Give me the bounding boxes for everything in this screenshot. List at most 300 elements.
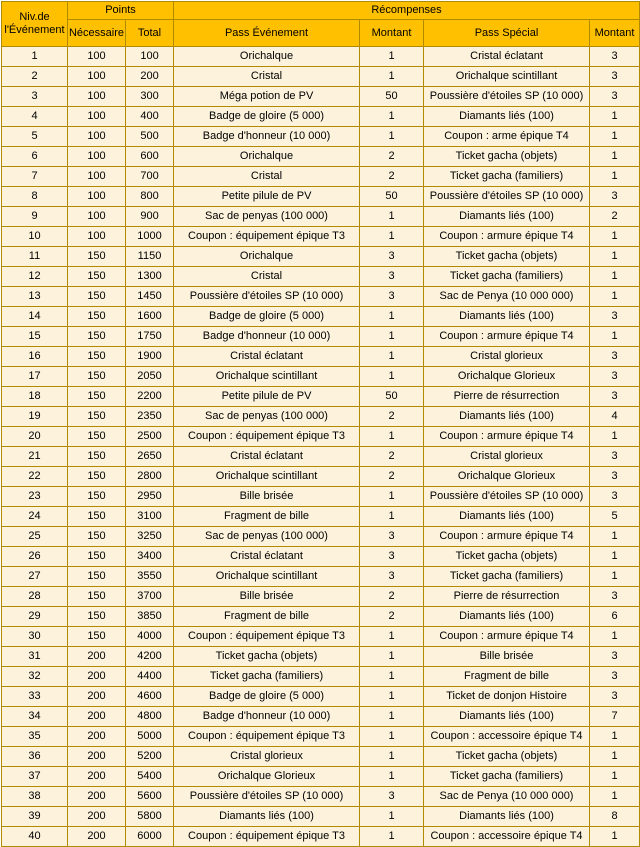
cell-points-necessaire: 150 <box>68 387 126 407</box>
cell-montant-evenement: 1 <box>360 307 424 327</box>
cell-montant-evenement: 1 <box>360 807 424 827</box>
table-row <box>2 387 640 407</box>
cell-points-necessaire: 150 <box>68 307 126 327</box>
cell-pass-evenement: Cristal éclatant <box>174 547 360 567</box>
table-row <box>2 607 640 627</box>
cell-montant-evenement: 50 <box>360 387 424 407</box>
cell-event-level: 8 <box>2 187 68 207</box>
cell-pass-evenement: Poussière d'étoiles SP (10 000) <box>174 787 360 807</box>
cell-pass-special: Orichalque scintillant <box>424 67 590 87</box>
cell-montant-evenement: 1 <box>360 47 424 67</box>
cell-points-total: 4800 <box>126 707 174 727</box>
cell-event-level: 2 <box>2 67 68 87</box>
cell-points-necessaire: 100 <box>68 107 126 127</box>
table-row <box>2 327 640 347</box>
cell-points-total: 100 <box>126 47 174 67</box>
cell-montant-special: 1 <box>590 787 640 807</box>
table-row <box>2 567 640 587</box>
cell-points-total: 6000 <box>126 827 174 847</box>
cell-pass-evenement: Badge de gloire (5 000) <box>174 107 360 127</box>
cell-points-total: 2950 <box>126 487 174 507</box>
cell-event-level: 19 <box>2 407 68 427</box>
header-rewards-group: Récompenses <box>174 2 640 20</box>
table-row <box>2 247 640 267</box>
cell-montant-special: 3 <box>590 667 640 687</box>
cell-event-level: 4 <box>2 107 68 127</box>
table-row <box>2 587 640 607</box>
cell-montant-evenement: 1 <box>360 327 424 347</box>
table-row <box>2 207 640 227</box>
cell-points-total: 1900 <box>126 347 174 367</box>
cell-event-level: 15 <box>2 327 68 347</box>
cell-pass-evenement: Petite pilule de PV <box>174 387 360 407</box>
cell-montant-special: 3 <box>590 187 640 207</box>
header-points-group: Points <box>68 2 174 20</box>
cell-montant-special: 3 <box>590 687 640 707</box>
cell-points-necessaire: 200 <box>68 687 126 707</box>
table-row <box>2 727 640 747</box>
cell-pass-evenement: Sac de penyas (100 000) <box>174 527 360 547</box>
cell-points-necessaire: 100 <box>68 207 126 227</box>
cell-points-necessaire: 150 <box>68 347 126 367</box>
cell-pass-evenement: Méga potion de PV <box>174 87 360 107</box>
cell-pass-evenement: Coupon : équipement épique T3 <box>174 727 360 747</box>
table-row <box>2 187 640 207</box>
cell-points-necessaire: 200 <box>68 767 126 787</box>
table-row <box>2 467 640 487</box>
cell-points-necessaire: 150 <box>68 627 126 647</box>
table-row <box>2 87 640 107</box>
cell-pass-special: Diamants liés (100) <box>424 207 590 227</box>
cell-event-level: 23 <box>2 487 68 507</box>
table-row <box>2 307 640 327</box>
cell-event-level: 27 <box>2 567 68 587</box>
cell-montant-special: 1 <box>590 827 640 847</box>
cell-event-level: 18 <box>2 387 68 407</box>
cell-montant-special: 1 <box>590 547 640 567</box>
cell-montant-special: 4 <box>590 407 640 427</box>
cell-montant-evenement: 2 <box>360 447 424 467</box>
table-row <box>2 527 640 547</box>
cell-event-level: 29 <box>2 607 68 627</box>
cell-pass-evenement: Badge de gloire (5 000) <box>174 687 360 707</box>
table-row <box>2 287 640 307</box>
cell-montant-evenement: 3 <box>360 787 424 807</box>
cell-montant-special: 1 <box>590 627 640 647</box>
cell-pass-special: Ticket gacha (familiers) <box>424 267 590 287</box>
cell-pass-special: Coupon : accessoire épique T4 <box>424 827 590 847</box>
cell-event-level: 10 <box>2 227 68 247</box>
cell-points-necessaire: 100 <box>68 227 126 247</box>
header-event-level-line2: l'Événement <box>4 24 65 36</box>
cell-event-level: 28 <box>2 587 68 607</box>
cell-points-necessaire: 150 <box>68 247 126 267</box>
cell-pass-special: Pierre de résurrection <box>424 587 590 607</box>
cell-pass-special: Poussière d'étoiles SP (10 000) <box>424 487 590 507</box>
cell-pass-evenement: Coupon : équipement épique T3 <box>174 827 360 847</box>
cell-montant-evenement: 1 <box>360 647 424 667</box>
cell-event-level: 35 <box>2 727 68 747</box>
cell-montant-evenement: 3 <box>360 547 424 567</box>
cell-montant-evenement: 1 <box>360 487 424 507</box>
table-row <box>2 627 640 647</box>
cell-pass-evenement: Orichalque <box>174 247 360 267</box>
cell-montant-special: 1 <box>590 227 640 247</box>
cell-montant-evenement: 3 <box>360 567 424 587</box>
cell-pass-evenement: Cristal <box>174 167 360 187</box>
cell-points-total: 5800 <box>126 807 174 827</box>
cell-points-necessaire: 150 <box>68 427 126 447</box>
cell-event-level: 7 <box>2 167 68 187</box>
cell-event-level: 26 <box>2 547 68 567</box>
cell-event-level: 16 <box>2 347 68 367</box>
cell-event-level: 3 <box>2 87 68 107</box>
cell-montant-evenement: 1 <box>360 67 424 87</box>
cell-points-necessaire: 100 <box>68 147 126 167</box>
cell-montant-special: 3 <box>590 307 640 327</box>
table-body <box>2 47 640 847</box>
cell-points-total: 400 <box>126 107 174 127</box>
cell-pass-evenement: Coupon : équipement épique T3 <box>174 227 360 247</box>
table-row <box>2 447 640 467</box>
cell-points-total: 3400 <box>126 547 174 567</box>
cell-pass-evenement: Orichalque <box>174 47 360 67</box>
cell-pass-evenement: Badge d'honneur (10 000) <box>174 707 360 727</box>
cell-pass-special: Diamants liés (100) <box>424 507 590 527</box>
cell-pass-special: Diamants liés (100) <box>424 107 590 127</box>
cell-points-necessaire: 150 <box>68 587 126 607</box>
cell-pass-special: Ticket de donjon Histoire <box>424 687 590 707</box>
cell-points-necessaire: 150 <box>68 467 126 487</box>
cell-montant-special: 1 <box>590 727 640 747</box>
cell-event-level: 40 <box>2 827 68 847</box>
cell-points-necessaire: 150 <box>68 367 126 387</box>
cell-pass-special: Ticket gacha (familiers) <box>424 167 590 187</box>
cell-points-total: 4400 <box>126 667 174 687</box>
table-row <box>2 47 640 67</box>
cell-montant-special: 3 <box>590 367 640 387</box>
cell-event-level: 36 <box>2 747 68 767</box>
cell-montant-evenement: 2 <box>360 467 424 487</box>
cell-points-necessaire: 150 <box>68 607 126 627</box>
cell-points-necessaire: 150 <box>68 547 126 567</box>
cell-montant-evenement: 1 <box>360 367 424 387</box>
cell-montant-special: 1 <box>590 127 640 147</box>
cell-points-necessaire: 150 <box>68 407 126 427</box>
cell-points-necessaire: 200 <box>68 807 126 827</box>
cell-points-total: 3250 <box>126 527 174 547</box>
cell-points-total: 2350 <box>126 407 174 427</box>
cell-pass-special: Pierre de résurrection <box>424 387 590 407</box>
cell-pass-evenement: Cristal <box>174 67 360 87</box>
cell-pass-special: Cristal glorieux <box>424 447 590 467</box>
cell-pass-evenement: Bille brisée <box>174 487 360 507</box>
table-row <box>2 67 640 87</box>
cell-points-total: 3850 <box>126 607 174 627</box>
cell-montant-special: 1 <box>590 747 640 767</box>
cell-montant-evenement: 1 <box>360 627 424 647</box>
header-pass-special: Pass Spécial <box>424 20 590 47</box>
cell-event-level: 5 <box>2 127 68 147</box>
cell-event-level: 32 <box>2 667 68 687</box>
cell-montant-evenement: 1 <box>360 667 424 687</box>
cell-points-total: 2200 <box>126 387 174 407</box>
cell-montant-evenement: 1 <box>360 687 424 707</box>
cell-points-total: 2050 <box>126 367 174 387</box>
cell-points-total: 2800 <box>126 467 174 487</box>
cell-montant-special: 3 <box>590 487 640 507</box>
cell-pass-evenement: Coupon : équipement épique T3 <box>174 427 360 447</box>
cell-points-total: 5200 <box>126 747 174 767</box>
cell-event-level: 17 <box>2 367 68 387</box>
cell-pass-special: Ticket gacha (objets) <box>424 747 590 767</box>
cell-points-necessaire: 150 <box>68 267 126 287</box>
cell-points-necessaire: 100 <box>68 187 126 207</box>
cell-points-necessaire: 150 <box>68 447 126 467</box>
cell-points-total: 3700 <box>126 587 174 607</box>
cell-pass-special: Coupon : armure épique T4 <box>424 527 590 547</box>
cell-pass-evenement: Cristal éclatant <box>174 347 360 367</box>
cell-pass-special: Coupon : accessoire épique T4 <box>424 727 590 747</box>
cell-points-total: 2500 <box>126 427 174 447</box>
cell-event-level: 9 <box>2 207 68 227</box>
header-total: Total <box>126 20 174 47</box>
cell-pass-evenement: Sac de penyas (100 000) <box>174 207 360 227</box>
cell-event-level: 38 <box>2 787 68 807</box>
cell-pass-evenement: Ticket gacha (familiers) <box>174 667 360 687</box>
table-row <box>2 767 640 787</box>
cell-event-level: 21 <box>2 447 68 467</box>
cell-montant-special: 1 <box>590 267 640 287</box>
cell-montant-special: 5 <box>590 507 640 527</box>
event-rewards-table <box>1 1 640 847</box>
cell-montant-evenement: 3 <box>360 527 424 547</box>
cell-pass-evenement: Orichalque <box>174 147 360 167</box>
cell-points-total: 4200 <box>126 647 174 667</box>
cell-montant-evenement: 1 <box>360 827 424 847</box>
cell-event-level: 13 <box>2 287 68 307</box>
cell-montant-special: 3 <box>590 447 640 467</box>
cell-points-total: 700 <box>126 167 174 187</box>
cell-points-total: 5400 <box>126 767 174 787</box>
cell-pass-evenement: Orichalque scintillant <box>174 567 360 587</box>
cell-points-total: 1600 <box>126 307 174 327</box>
header-sub-row <box>2 20 640 47</box>
cell-event-level: 39 <box>2 807 68 827</box>
cell-pass-special: Coupon : armure épique T4 <box>424 627 590 647</box>
cell-pass-special: Ticket gacha (objets) <box>424 547 590 567</box>
header-pass-evenement: Pass Événement <box>174 20 360 47</box>
cell-points-total: 1750 <box>126 327 174 347</box>
cell-points-total: 3550 <box>126 567 174 587</box>
cell-pass-special: Orichalque Glorieux <box>424 467 590 487</box>
table-row <box>2 167 640 187</box>
header-montant-evenement: Montant <box>360 20 424 47</box>
cell-montant-special: 1 <box>590 167 640 187</box>
cell-points-necessaire: 150 <box>68 507 126 527</box>
table-row <box>2 807 640 827</box>
cell-pass-evenement: Diamants liés (100) <box>174 807 360 827</box>
table-row <box>2 267 640 287</box>
cell-points-necessaire: 150 <box>68 527 126 547</box>
cell-pass-special: Poussière d'étoiles SP (10 000) <box>424 187 590 207</box>
cell-montant-special: 7 <box>590 707 640 727</box>
cell-pass-special: Coupon : armure épique T4 <box>424 327 590 347</box>
cell-event-level: 20 <box>2 427 68 447</box>
cell-pass-evenement: Fragment de bille <box>174 507 360 527</box>
table-row <box>2 227 640 247</box>
cell-event-level: 12 <box>2 267 68 287</box>
header-group-row <box>2 2 640 20</box>
cell-montant-evenement: 1 <box>360 427 424 447</box>
cell-montant-special: 8 <box>590 807 640 827</box>
table-row <box>2 747 640 767</box>
cell-montant-evenement: 1 <box>360 347 424 367</box>
table-row <box>2 407 640 427</box>
cell-pass-special: Coupon : arme épique T4 <box>424 127 590 147</box>
cell-pass-evenement: Coupon : équipement épique T3 <box>174 627 360 647</box>
cell-pass-special: Cristal glorieux <box>424 347 590 367</box>
cell-pass-special: Diamants liés (100) <box>424 607 590 627</box>
cell-points-necessaire: 200 <box>68 787 126 807</box>
cell-montant-evenement: 2 <box>360 147 424 167</box>
cell-points-total: 4000 <box>126 627 174 647</box>
cell-pass-evenement: Ticket gacha (objets) <box>174 647 360 667</box>
cell-montant-special: 1 <box>590 767 640 787</box>
cell-event-level: 14 <box>2 307 68 327</box>
cell-points-necessaire: 200 <box>68 667 126 687</box>
cell-points-necessaire: 100 <box>68 87 126 107</box>
cell-points-total: 5600 <box>126 787 174 807</box>
cell-montant-evenement: 1 <box>360 727 424 747</box>
cell-pass-evenement: Poussière d'étoiles SP (10 000) <box>174 287 360 307</box>
cell-points-total: 800 <box>126 187 174 207</box>
cell-points-necessaire: 150 <box>68 487 126 507</box>
cell-pass-evenement: Orichalque scintillant <box>174 467 360 487</box>
cell-pass-special: Diamants liés (100) <box>424 707 590 727</box>
cell-pass-special: Orichalque Glorieux <box>424 367 590 387</box>
cell-event-level: 25 <box>2 527 68 547</box>
cell-pass-special: Ticket gacha (objets) <box>424 147 590 167</box>
header-montant-special: Montant <box>590 20 640 47</box>
cell-pass-special: Fragment de bille <box>424 667 590 687</box>
cell-points-necessaire: 100 <box>68 47 126 67</box>
table-row <box>2 107 640 127</box>
cell-montant-special: 1 <box>590 147 640 167</box>
cell-points-necessaire: 200 <box>68 707 126 727</box>
cell-montant-evenement: 50 <box>360 87 424 107</box>
table-header <box>2 2 640 47</box>
table-row <box>2 427 640 447</box>
cell-pass-evenement: Petite pilule de PV <box>174 187 360 207</box>
cell-event-level: 22 <box>2 467 68 487</box>
cell-pass-special: Ticket gacha (objets) <box>424 247 590 267</box>
cell-pass-evenement: Orichalque scintillant <box>174 367 360 387</box>
cell-montant-special: 1 <box>590 287 640 307</box>
cell-pass-special: Bille brisée <box>424 647 590 667</box>
cell-points-necessaire: 100 <box>68 67 126 87</box>
cell-points-total: 4600 <box>126 687 174 707</box>
cell-montant-special: 3 <box>590 87 640 107</box>
cell-montant-evenement: 1 <box>360 107 424 127</box>
cell-pass-special: Sac de Penya (10 000 000) <box>424 287 590 307</box>
cell-montant-special: 1 <box>590 527 640 547</box>
cell-montant-evenement: 1 <box>360 707 424 727</box>
cell-pass-special: Cristal éclatant <box>424 47 590 67</box>
cell-event-level: 34 <box>2 707 68 727</box>
cell-points-total: 500 <box>126 127 174 147</box>
cell-points-total: 2650 <box>126 447 174 467</box>
cell-points-necessaire: 200 <box>68 827 126 847</box>
cell-points-total: 1300 <box>126 267 174 287</box>
cell-event-level: 1 <box>2 47 68 67</box>
cell-event-level: 30 <box>2 627 68 647</box>
cell-points-total: 900 <box>126 207 174 227</box>
header-necessaire: Nécessaire <box>68 20 126 47</box>
cell-montant-special: 6 <box>590 607 640 627</box>
cell-montant-evenement: 1 <box>360 127 424 147</box>
cell-points-total: 300 <box>126 87 174 107</box>
cell-pass-special: Diamants liés (100) <box>424 807 590 827</box>
cell-event-level: 37 <box>2 767 68 787</box>
cell-montant-evenement: 2 <box>360 407 424 427</box>
cell-montant-evenement: 3 <box>360 267 424 287</box>
cell-pass-special: Sac de Penya (10 000 000) <box>424 787 590 807</box>
table-row <box>2 687 640 707</box>
cell-pass-evenement: Badge d'honneur (10 000) <box>174 127 360 147</box>
table-row <box>2 347 640 367</box>
cell-montant-evenement: 1 <box>360 767 424 787</box>
cell-pass-special: Ticket gacha (familiers) <box>424 567 590 587</box>
table-row <box>2 827 640 847</box>
cell-montant-special: 1 <box>590 567 640 587</box>
cell-points-total: 5000 <box>126 727 174 747</box>
table-row <box>2 487 640 507</box>
cell-pass-special: Coupon : armure épique T4 <box>424 227 590 247</box>
cell-event-level: 24 <box>2 507 68 527</box>
cell-montant-special: 2 <box>590 207 640 227</box>
cell-pass-evenement: Fragment de bille <box>174 607 360 627</box>
cell-points-necessaire: 150 <box>68 327 126 347</box>
cell-points-total: 200 <box>126 67 174 87</box>
cell-pass-special: Diamants liés (100) <box>424 407 590 427</box>
cell-pass-evenement: Bille brisée <box>174 587 360 607</box>
cell-montant-special: 1 <box>590 327 640 347</box>
cell-montant-special: 3 <box>590 467 640 487</box>
cell-pass-evenement: Sac de penyas (100 000) <box>174 407 360 427</box>
cell-montant-special: 1 <box>590 247 640 267</box>
cell-montant-special: 3 <box>590 387 640 407</box>
cell-montant-evenement: 1 <box>360 227 424 247</box>
cell-pass-evenement: Cristal glorieux <box>174 747 360 767</box>
cell-montant-special: 1 <box>590 107 640 127</box>
cell-points-necessaire: 200 <box>68 727 126 747</box>
cell-pass-evenement: Cristal <box>174 267 360 287</box>
cell-pass-evenement: Cristal éclatant <box>174 447 360 467</box>
cell-pass-special: Coupon : armure épique T4 <box>424 427 590 447</box>
cell-montant-evenement: 50 <box>360 187 424 207</box>
table-row <box>2 367 640 387</box>
cell-montant-special: 3 <box>590 347 640 367</box>
cell-pass-evenement: Badge de gloire (5 000) <box>174 307 360 327</box>
cell-pass-special: Poussière d'étoiles SP (10 000) <box>424 87 590 107</box>
table-row <box>2 507 640 527</box>
cell-points-total: 1000 <box>126 227 174 247</box>
cell-event-level: 6 <box>2 147 68 167</box>
cell-montant-evenement: 1 <box>360 507 424 527</box>
cell-montant-evenement: 2 <box>360 167 424 187</box>
cell-montant-special: 3 <box>590 647 640 667</box>
